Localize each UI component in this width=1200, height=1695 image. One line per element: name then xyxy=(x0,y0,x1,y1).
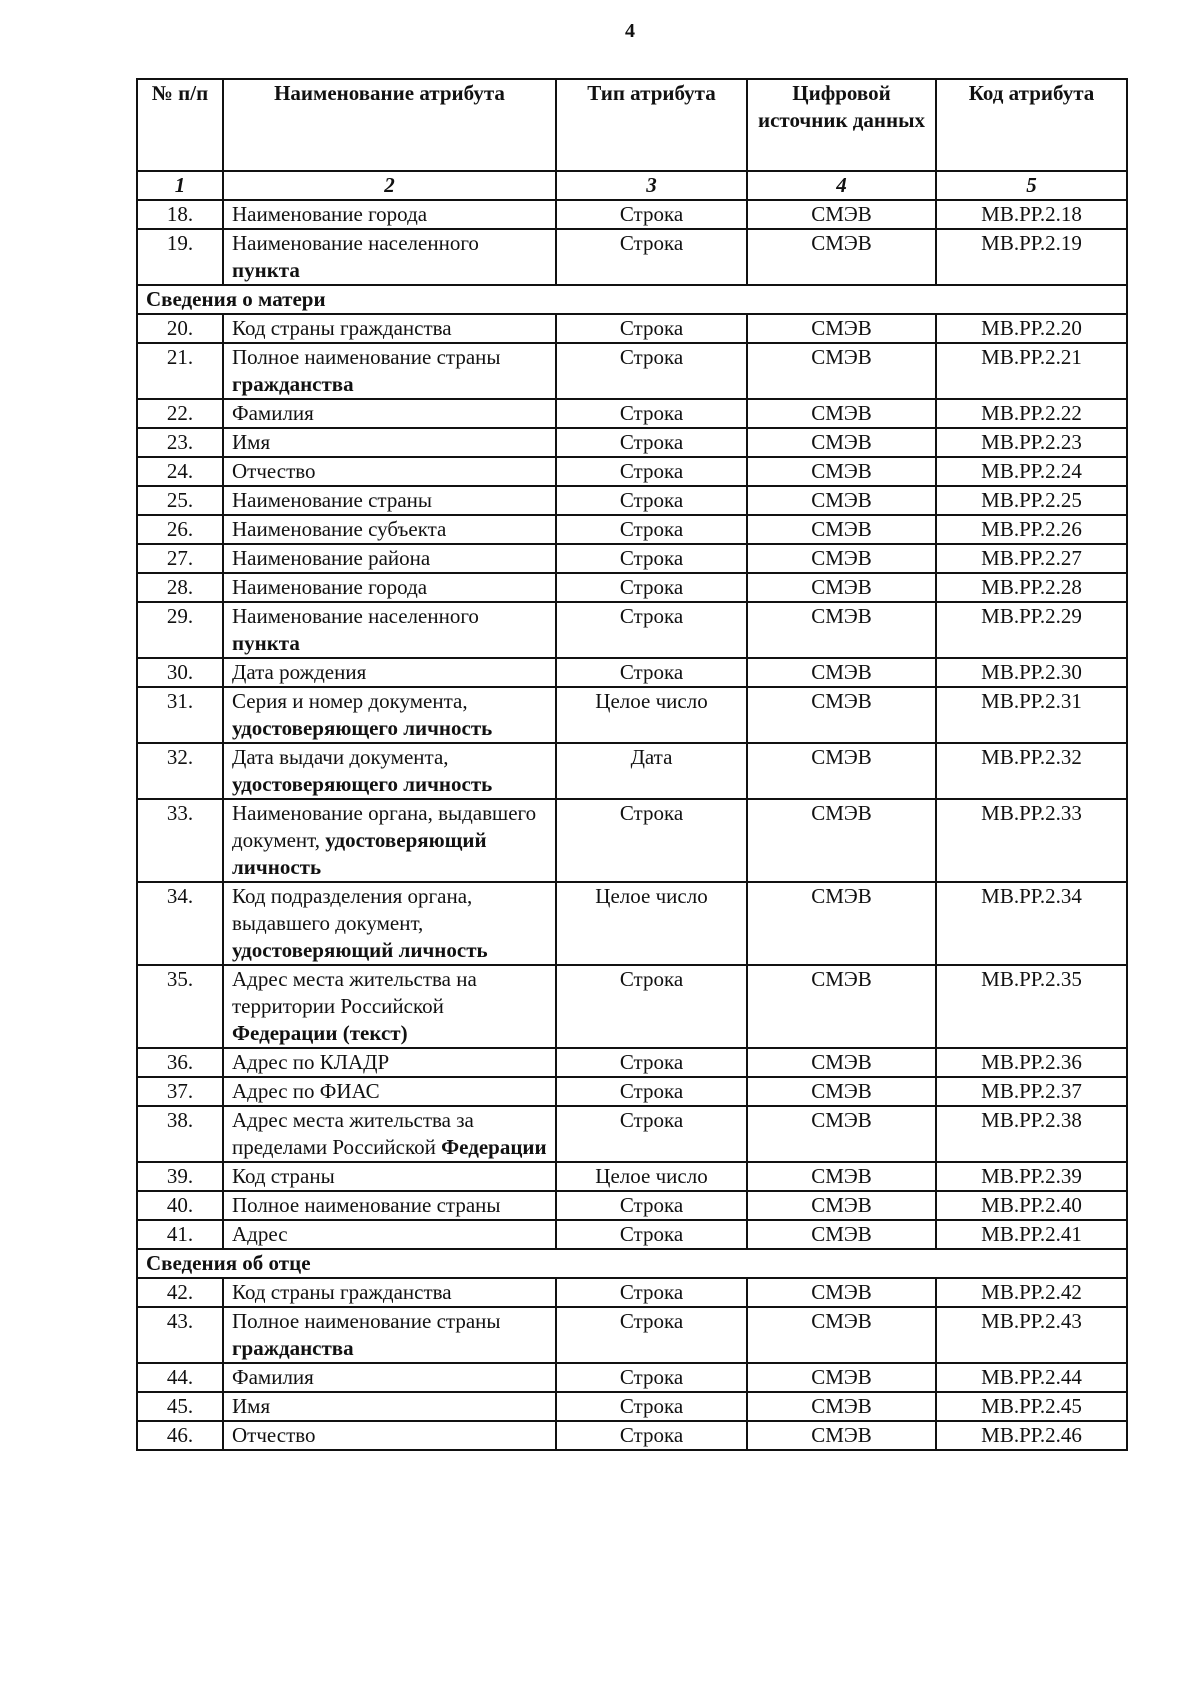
attribute-code: МВ.РР.2.34 xyxy=(936,882,1127,965)
attribute-name: Фамилия xyxy=(232,1365,314,1389)
attribute-name-cell xyxy=(223,1220,556,1249)
column-number: 5 xyxy=(936,171,1127,200)
data-source: СМЭВ xyxy=(747,658,936,687)
attribute-code: МВ.РР.2.32 xyxy=(936,743,1127,799)
row-number: 30. xyxy=(137,658,223,687)
data-source: СМЭВ xyxy=(747,200,936,229)
table-row xyxy=(137,399,1127,428)
attribute-name-continuation: пункта xyxy=(232,258,300,282)
column-header-number: № п/п xyxy=(137,79,223,171)
attribute-type: Целое число xyxy=(556,1162,747,1191)
attribute-name: Адрес места жительства за пределами Российской xyxy=(232,1108,474,1159)
attribute-type: Строка xyxy=(556,399,747,428)
row-number: 27. xyxy=(137,544,223,573)
row-number: 32. xyxy=(137,743,223,799)
attribute-type: Строка xyxy=(556,1220,747,1249)
attribute-name-cell xyxy=(223,799,556,882)
row-number: 33. xyxy=(137,799,223,882)
table-row xyxy=(137,1278,1127,1307)
row-number: 41. xyxy=(137,1220,223,1249)
data-source: СМЭВ xyxy=(747,229,936,285)
column-header-attribute-code: Код атрибута xyxy=(936,79,1127,171)
attribute-code: МВ.РР.2.23 xyxy=(936,428,1127,457)
attribute-code: МВ.РР.2.44 xyxy=(936,1363,1127,1392)
table-row xyxy=(137,486,1127,515)
attribute-code: МВ.РР.2.18 xyxy=(936,200,1127,229)
attribute-name-cell xyxy=(223,399,556,428)
row-number: 19. xyxy=(137,229,223,285)
attribute-type: Строка xyxy=(556,799,747,882)
row-number: 23. xyxy=(137,428,223,457)
row-number: 39. xyxy=(137,1162,223,1191)
attribute-code: МВ.РР.2.45 xyxy=(936,1392,1127,1421)
attribute-type: Строка xyxy=(556,457,747,486)
column-number: 4 xyxy=(747,171,936,200)
table-row xyxy=(137,1363,1127,1392)
attribute-name-cell xyxy=(223,1363,556,1392)
attribute-name-continuation: удостоверяющий личность xyxy=(232,938,488,962)
row-number: 28. xyxy=(137,573,223,602)
attribute-code: МВ.РР.2.39 xyxy=(936,1162,1127,1191)
table-row xyxy=(137,229,1127,285)
column-number: 1 xyxy=(137,171,223,200)
data-source: СМЭВ xyxy=(747,314,936,343)
data-source: СМЭВ xyxy=(747,428,936,457)
attribute-name-cell xyxy=(223,743,556,799)
table-row xyxy=(137,658,1127,687)
attribute-code: МВ.РР.2.24 xyxy=(936,457,1127,486)
attribute-name: Отчество xyxy=(232,1423,316,1447)
table-row xyxy=(137,965,1127,1048)
attribute-name: Наименование района xyxy=(232,546,431,570)
attribute-name: Наименование страны xyxy=(232,488,433,512)
data-source: СМЭВ xyxy=(747,882,936,965)
attribute-table xyxy=(136,78,1128,1451)
attribute-name-cell xyxy=(223,1048,556,1077)
page-number: 4 xyxy=(625,20,635,42)
table-row xyxy=(137,1077,1127,1106)
attribute-name-cell xyxy=(223,486,556,515)
attribute-name-cell xyxy=(223,200,556,229)
attribute-code: МВ.РР.2.19 xyxy=(936,229,1127,285)
attribute-name-cell xyxy=(223,1307,556,1363)
column-header-data-source: Цифровой источник данных xyxy=(747,79,936,171)
data-source: СМЭВ xyxy=(747,1162,936,1191)
data-source: СМЭВ xyxy=(747,743,936,799)
attribute-code: МВ.РР.2.38 xyxy=(936,1106,1127,1162)
attribute-name: Наименование населенного xyxy=(232,604,479,628)
row-number: 42. xyxy=(137,1278,223,1307)
attribute-name-cell xyxy=(223,1392,556,1421)
attribute-name-cell xyxy=(223,229,556,285)
attribute-name: Код страны гражданства xyxy=(232,1280,452,1304)
data-source: СМЭВ xyxy=(747,1077,936,1106)
attribute-name-cell xyxy=(223,544,556,573)
attribute-type: Строка xyxy=(556,1278,747,1307)
data-source: СМЭВ xyxy=(747,1392,936,1421)
attribute-name-cell xyxy=(223,428,556,457)
row-number: 34. xyxy=(137,882,223,965)
attribute-name: Имя xyxy=(232,1394,271,1418)
row-number: 44. xyxy=(137,1363,223,1392)
attribute-name-cell xyxy=(223,1162,556,1191)
attribute-name-continuation: удостоверяющего личность xyxy=(232,716,493,740)
row-number: 18. xyxy=(137,200,223,229)
attribute-type: Строка xyxy=(556,343,747,399)
row-number: 24. xyxy=(137,457,223,486)
attribute-type: Строка xyxy=(556,1307,747,1363)
attribute-name-continuation: пункта xyxy=(232,631,300,655)
table-row xyxy=(137,743,1127,799)
row-number: 35. xyxy=(137,965,223,1048)
attribute-type: Строка xyxy=(556,1106,747,1162)
attribute-code: МВ.РР.2.43 xyxy=(936,1307,1127,1363)
attribute-name: Дата рождения xyxy=(232,660,367,684)
row-number: 21. xyxy=(137,343,223,399)
attribute-name: Дата выдачи документа, xyxy=(232,745,449,769)
attribute-type: Целое число xyxy=(556,687,747,743)
row-number: 37. xyxy=(137,1077,223,1106)
data-source: СМЭВ xyxy=(747,399,936,428)
attribute-name-cell xyxy=(223,343,556,399)
row-number: 31. xyxy=(137,687,223,743)
attribute-code: МВ.РР.2.37 xyxy=(936,1077,1127,1106)
attribute-name-cell xyxy=(223,965,556,1048)
attribute-type: Строка xyxy=(556,965,747,1048)
section-row xyxy=(137,285,1127,314)
attribute-type: Строка xyxy=(556,1077,747,1106)
attribute-name: Адрес xyxy=(232,1222,288,1246)
column-header-attribute-type: Тип атрибута xyxy=(556,79,747,171)
attribute-name: Наименование города xyxy=(232,202,428,226)
attribute-type: Строка xyxy=(556,1048,747,1077)
attribute-code: МВ.РР.2.41 xyxy=(936,1220,1127,1249)
data-source: СМЭВ xyxy=(747,1191,936,1220)
attribute-type: Строка xyxy=(556,428,747,457)
attribute-type: Строка xyxy=(556,229,747,285)
row-number: 40. xyxy=(137,1191,223,1220)
table-body xyxy=(137,200,1127,1450)
data-source: СМЭВ xyxy=(747,457,936,486)
row-number: 22. xyxy=(137,399,223,428)
column-number: 3 xyxy=(556,171,747,200)
table-row xyxy=(137,1106,1127,1162)
table-row xyxy=(137,1162,1127,1191)
attribute-name-cell xyxy=(223,1077,556,1106)
table-row xyxy=(137,799,1127,882)
attribute-code: МВ.РР.2.28 xyxy=(936,573,1127,602)
attribute-code: МВ.РР.2.46 xyxy=(936,1421,1127,1450)
attribute-name: Наименование города xyxy=(232,575,428,599)
attribute-name: Полное наименование страны xyxy=(232,1193,501,1217)
table-row xyxy=(137,544,1127,573)
data-source: СМЭВ xyxy=(747,1220,936,1249)
attribute-name-continuation: Федерации (текст) xyxy=(232,1021,408,1045)
attribute-name-cell xyxy=(223,602,556,658)
table-row xyxy=(137,573,1127,602)
attribute-code: МВ.РР.2.31 xyxy=(936,687,1127,743)
attribute-name: Наименование субъекта xyxy=(232,517,447,541)
section-title: Сведения о матери xyxy=(137,285,1127,314)
attribute-name-continuation: гражданства xyxy=(232,372,354,396)
attribute-type: Дата xyxy=(556,743,747,799)
attribute-name-cell xyxy=(223,1106,556,1162)
row-number: 20. xyxy=(137,314,223,343)
table-row xyxy=(137,687,1127,743)
row-number: 46. xyxy=(137,1421,223,1450)
data-source: СМЭВ xyxy=(747,1421,936,1450)
table-row xyxy=(137,602,1127,658)
attribute-name: Код страны xyxy=(232,1164,335,1188)
table-row xyxy=(137,200,1127,229)
attribute-name-continuation: гражданства xyxy=(232,1336,354,1360)
attribute-code: МВ.РР.2.29 xyxy=(936,602,1127,658)
attribute-code: МВ.РР.2.40 xyxy=(936,1191,1127,1220)
attribute-name: Полное наименование страны xyxy=(232,1309,501,1333)
table-row xyxy=(137,1191,1127,1220)
attribute-code: МВ.РР.2.22 xyxy=(936,399,1127,428)
attribute-code: МВ.РР.2.30 xyxy=(936,658,1127,687)
row-number: 43. xyxy=(137,1307,223,1363)
attribute-name: Серия и номер документа, xyxy=(232,689,468,713)
attribute-name: Адрес места жительства на территории Российской xyxy=(232,967,477,1018)
row-number: 29. xyxy=(137,602,223,658)
attribute-code: МВ.РР.2.27 xyxy=(936,544,1127,573)
data-source: СМЭВ xyxy=(747,515,936,544)
attribute-name: Имя xyxy=(232,430,271,454)
table-row xyxy=(137,1421,1127,1450)
table-row xyxy=(137,1307,1127,1363)
attribute-type: Строка xyxy=(556,515,747,544)
table-row xyxy=(137,515,1127,544)
attribute-code: МВ.РР.2.26 xyxy=(936,515,1127,544)
attribute-name: Фамилия xyxy=(232,401,314,425)
attribute-name-cell xyxy=(223,573,556,602)
attribute-name: Адрес по ФИАС xyxy=(232,1079,380,1103)
column-numbers-row xyxy=(137,171,1127,200)
data-source: СМЭВ xyxy=(747,1307,936,1363)
attribute-code: МВ.РР.2.33 xyxy=(936,799,1127,882)
table-row xyxy=(137,1220,1127,1249)
attribute-name: Наименование органа, выдавшего документ, xyxy=(232,801,537,852)
table-row xyxy=(137,1048,1127,1077)
table-row xyxy=(137,343,1127,399)
table-row xyxy=(137,457,1127,486)
attribute-name-cell xyxy=(223,457,556,486)
data-source: СМЭВ xyxy=(747,1363,936,1392)
attribute-type: Строка xyxy=(556,544,747,573)
table-row xyxy=(137,1392,1127,1421)
attribute-name-cell xyxy=(223,1278,556,1307)
data-source: СМЭВ xyxy=(747,486,936,515)
attribute-name: Код подразделения органа, выдавшего документ, xyxy=(232,884,473,935)
data-source: СМЭВ xyxy=(747,343,936,399)
attribute-name: Адрес по КЛАДР xyxy=(232,1050,390,1074)
attribute-name: Отчество xyxy=(232,459,316,483)
row-number: 36. xyxy=(137,1048,223,1077)
attribute-type: Строка xyxy=(556,314,747,343)
attribute-name: Наименование населенного xyxy=(232,231,479,255)
attribute-type: Строка xyxy=(556,1191,747,1220)
data-source: СМЭВ xyxy=(747,602,936,658)
attribute-name-continuation: удостоверяющий личность xyxy=(232,828,487,879)
data-source: СМЭВ xyxy=(747,573,936,602)
attribute-name: Код страны гражданства xyxy=(232,316,452,340)
attribute-name-cell xyxy=(223,1191,556,1220)
attribute-code: МВ.РР.2.20 xyxy=(936,314,1127,343)
attribute-name-continuation: Федерации xyxy=(441,1135,547,1159)
data-source: СМЭВ xyxy=(747,1106,936,1162)
table-row xyxy=(137,428,1127,457)
row-number: 25. xyxy=(137,486,223,515)
attribute-code: МВ.РР.2.36 xyxy=(936,1048,1127,1077)
table-row xyxy=(137,314,1127,343)
column-header-attribute-name: Наименование атрибута xyxy=(223,79,556,171)
attribute-name-cell xyxy=(223,687,556,743)
attribute-name-cell xyxy=(223,1421,556,1450)
attribute-code: МВ.РР.2.35 xyxy=(936,965,1127,1048)
attribute-type: Строка xyxy=(556,573,747,602)
attribute-name-cell xyxy=(223,515,556,544)
attribute-type: Строка xyxy=(556,1421,747,1450)
data-source: СМЭВ xyxy=(747,1278,936,1307)
attribute-type: Строка xyxy=(556,602,747,658)
attribute-type: Целое число xyxy=(556,882,747,965)
section-title: Сведения об отце xyxy=(137,1249,1127,1278)
attribute-name-cell xyxy=(223,882,556,965)
attribute-name-continuation: удостоверяющего личность xyxy=(232,772,493,796)
attribute-type: Строка xyxy=(556,1392,747,1421)
row-number: 38. xyxy=(137,1106,223,1162)
data-source: СМЭВ xyxy=(747,687,936,743)
row-number: 45. xyxy=(137,1392,223,1421)
attribute-code: МВ.РР.2.42 xyxy=(936,1278,1127,1307)
table-row xyxy=(137,882,1127,965)
attribute-name-cell xyxy=(223,658,556,687)
attribute-name: Полное наименование страны xyxy=(232,345,501,369)
attribute-code: МВ.РР.2.25 xyxy=(936,486,1127,515)
section-row xyxy=(137,1249,1127,1278)
column-number: 2 xyxy=(223,171,556,200)
data-source: СМЭВ xyxy=(747,1048,936,1077)
data-source: СМЭВ xyxy=(747,544,936,573)
attribute-type: Строка xyxy=(556,486,747,515)
attribute-type: Строка xyxy=(556,200,747,229)
data-source: СМЭВ xyxy=(747,965,936,1048)
attribute-type: Строка xyxy=(556,658,747,687)
attribute-name-cell xyxy=(223,314,556,343)
table-header-row xyxy=(137,79,1127,171)
data-source: СМЭВ xyxy=(747,799,936,882)
attribute-code: МВ.РР.2.21 xyxy=(936,343,1127,399)
row-number: 26. xyxy=(137,515,223,544)
attribute-type: Строка xyxy=(556,1363,747,1392)
